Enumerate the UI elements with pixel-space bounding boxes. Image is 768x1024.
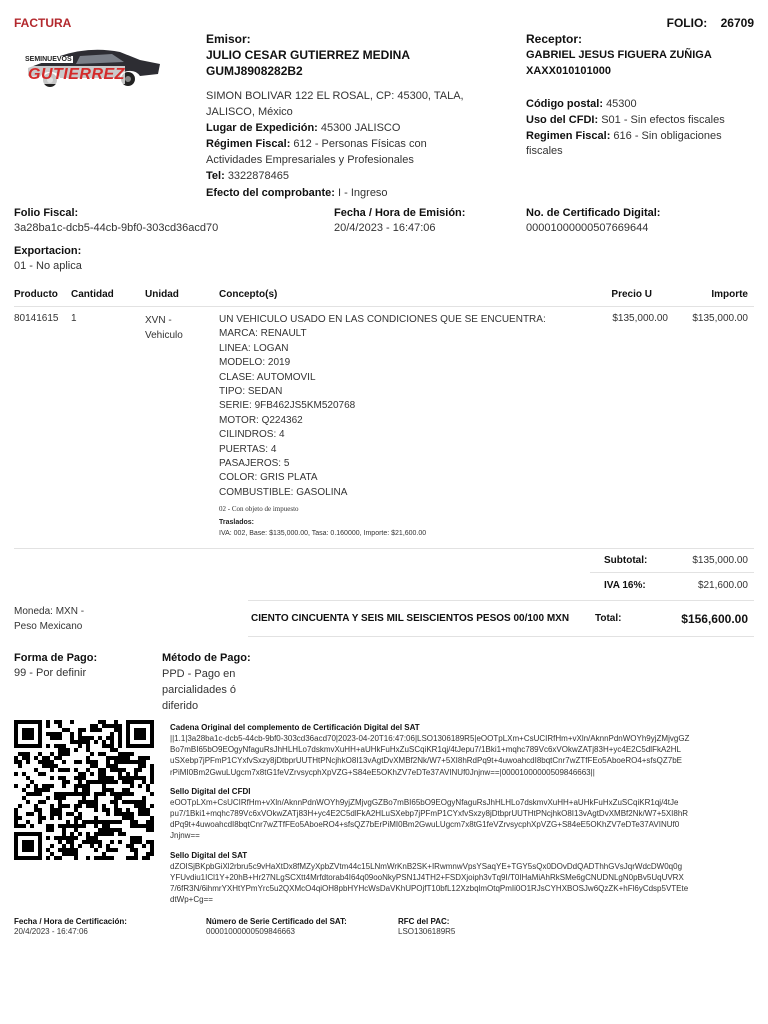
fecha-cert-value: 20/4/2023 - 16:47:06 [14,927,88,936]
sello-cfdi-line: pu7/1Bki1+mqhc789Vc6xVOkwZATj83H+yc4E2C5dlFkA2HLuSXebp7jPFmP1CYxfvSxzy8jDtbprUUTHtPNcjhkO8I13vAgtDvXMBf2Nk/W7+5XI8hR [170,809,689,819]
concepto-line: COLOR: GRIS PLATA [219,472,318,484]
folio-label: FOLIO: [666,16,708,30]
receptor-rfc: XAXX010101000 [526,65,612,77]
sello-sat-label: Sello Digital del SAT [170,850,248,860]
forma-pago [14,651,97,681]
receptor-cp [526,96,756,112]
sello-sat-line: dtWp+Cg== [170,895,213,905]
emisor-regimen-label: Régimen Fiscal: [206,138,291,150]
fecha-emision [334,206,465,236]
exportacion-label: Exportacion: [14,245,82,257]
emisor-section [206,32,506,202]
iva-value: $21,600.00 [697,580,748,591]
emisor-regimen-value-1: 612 - Personas Físicas con [293,138,427,150]
concepto-line: TIPO: SEDAN [219,386,283,398]
sat-seals [170,722,754,905]
header-concepto: Concepto(s) [219,289,278,300]
row-precio: $135,000.00 [612,313,668,324]
receptor-regimen-value-1: 616 - Sin obligaciones [613,130,722,142]
traslados-value: IVA: 002, Base: $135,000.00, Tasa: 0.160000, Importe: $21,600.00 [219,530,427,538]
concepto-line: MOTOR: Q224362 [219,414,303,426]
tel-label: Tel: [206,170,225,182]
header-unidad: Unidad [145,289,179,300]
receptor-regimen [526,128,756,144]
sello-sat-line: YFUvdiu1ICl1Y+20hB+Hr27NLgSCXtt4Mrfdtorab4I64q09ooNkyPSN1J4TH2+FSDXjoiph3vTq9I/T0IHaMiAhRkSMe6gCNUDNLgN0pBv5UqUVRX [170,872,684,882]
cadena-label: Cadena Original del complemento de Certificación Digital del SAT [170,723,420,732]
cp-value: 45300 [606,98,637,110]
receptor-regimen-value-2: fiscales [526,145,563,157]
lugar-label: Lugar de Expedición: [206,122,318,134]
table-header-divider [14,306,754,307]
fecha-emision-value: 20/4/2023 - 16:47:06 [334,222,436,234]
row-producto: 80141615 [14,313,59,324]
emisor-efecto [206,184,506,202]
receptor-uso [526,112,756,128]
folio-fiscal [14,206,218,236]
qr-finder-pattern [22,728,34,740]
metodo-pago-value-3: diferido [162,700,199,712]
exportacion-value: 01 - No aplica [14,260,82,272]
metodo-pago-label: Método de Pago: [162,652,251,664]
cadena-line: uSXebp7jPFmP1CYxfvSxzy8jDtbprUUTHtPNcjhkO8I13vAgtDvXMBf2Nk/W7+5XI8hRdPq9t+4uwoahcdI8bqtCnr7wZTfFEo5AboeRO4+sfsQZ7bE [170,756,682,766]
objeto-impuesto: 02 - Con objeto de impuesto [219,505,299,514]
folio-fiscal-label: Folio Fiscal: [14,207,79,219]
sello-sat-line: 7/6fR3N/6ihmrYXHtYPmYrc5u2QXMcO4qiOH8pbHYHcWsDaVKhUPOjfT10bfL12XzbqlmOtqPmIi0O1RJsCYHXBOSJw6QzZK+hFl6yCdsp5VTEte [170,884,689,894]
rfc-pac [398,917,455,937]
uso-label: Uso del CFDI: [526,114,599,126]
row-importe: $135,000.00 [692,313,748,324]
concepto-line: CILINDROS: 4 [219,429,285,441]
cadena-line: Bo7mBI65bO9EOgyNfaguRsJhHLHLo7dskmvXuHH+aUHkFuHxZuSCqiKR1qj/4tJepu7/1Bki1+mqhc789Vc6xVOkwZATj83H+yc4E2C5dlFkA2HL [170,745,681,755]
receptor-section [526,32,756,158]
qr-code-icon [14,720,154,860]
fecha-emision-label: Fecha / Hora de Emisión: [334,207,466,219]
traslados-label: Traslados: [219,519,255,527]
row-cantidad: 1 [71,313,77,324]
header-importe: Importe [711,289,748,300]
sello-cfdi-line: Jnjnw== [170,831,200,841]
concepto-line: COMBUSTIBLE: GASOLINA [219,486,348,498]
concepto-line: MARCA: RENAULT [219,328,307,340]
row-concepto [219,313,599,537]
total-value: $156,600.00 [681,612,748,626]
row-unidad-1: XVN - [145,315,172,326]
fecha-certificacion [14,917,127,937]
folio-value: 26709 [720,16,754,30]
folio [667,16,754,30]
cadena-line: rPiMI0Bm2GwuLUgcm7x8tG1feVZrvsycphXpVZG+S84eE5OKhZV7eDTe37AVINUf0Jnjnw==|00001000000509846663|| [170,767,595,777]
emisor-name: JULIO CESAR GUTIERREZ MEDINA [206,48,411,62]
total-letra: CIENTO CINCUENTA Y SEIS MIL SEISCIENTOS PESOS 00/100 MXN [251,613,570,624]
forma-pago-label: Forma de Pago: [14,652,98,664]
sello-cfdi-label: Sello Digital del CFDI [170,786,251,796]
folio-fiscal-value: 3a28ba1c-dcb5-44cb-9bf0-303cd36acd70 [14,222,219,234]
concepto-line: PASAJEROS: 5 [219,458,290,470]
certificado [526,206,660,236]
emisor-address-2: JALISCO, México [206,106,293,118]
metodo-pago-value-1: PPD - Pago en [162,668,236,680]
concepto-line: UN VEHICULO USADO EN LAS CONDICIONES QUE SE ENCUENTRA: [219,314,546,325]
sello-sat-line: dZOISjBKpbGiXl2rbru5c9vHaXtDx8fMZyXpbZVtm44c15LNmWrKnB2SK+IRwmnwVpsYSaqYE+TGY5sQx0DOvDdQADThhGVsJqrWdcDW0q0g [170,861,683,871]
total-divider-top [248,600,754,601]
moneda-line-1: Moneda: MXN - [14,606,85,617]
concepto-line: MODELO: 2019 [219,357,291,369]
efecto-value: I - Ingreso [338,187,388,199]
header-precio: Precio U [611,289,652,300]
metodo-pago [162,651,251,714]
concepto-line: CLASE: AUTOMOVIL [219,371,316,383]
fecha-cert-label: Fecha / Hora de Certificación: [14,917,127,926]
tel-value: 3322878465 [227,170,289,182]
table-row-divider [14,548,754,549]
lugar-value: 45300 JALISCO [320,122,401,134]
header-producto: Producto [14,289,58,300]
logo-name: GUTIERREZ [28,66,125,83]
total-divider-bottom [248,636,754,637]
document-type: FACTURA [14,16,72,30]
logo-tagline: SEMINUEVOS [25,56,72,63]
total-label: Total: [595,613,622,624]
iva-label: IVA 16%: [604,580,646,591]
emisor-tel [206,168,506,184]
row-unidad [145,313,183,343]
row-unidad-2: Vehiculo [145,330,183,341]
moneda [14,604,84,634]
moneda-line-2: Peso Mexicano [14,621,83,632]
qr-finder-pattern [134,728,146,740]
subtotal-value: $135,000.00 [692,555,748,566]
subtotal-label: Subtotal: [604,555,648,566]
sello-cfdi-line: eOOTpLXm+CsUCIRfHm+vXln/AknnPdnWOYh9yjZMjvgGZBo7mBI65bO9EOgyNfaguRsJhHLHLo7dskmvXuHH+aUHkFuHxZuSCqiKR1qj/4tJe [170,797,679,807]
rfc-pac-value: LSO1306189R5 [398,927,456,936]
forma-pago-value: 99 - Por definir [14,667,87,679]
receptor-regimen-label: Regimen Fiscal: [526,130,611,142]
serie-value: 00001000000509846663 [206,927,295,936]
company-logo [20,44,162,94]
uso-value: S01 - Sin efectos fiscales [601,114,725,126]
efecto-label: Efecto del comprobante: [206,187,335,199]
emisor-lugar [206,120,506,136]
cadena-line: ||1.1|3a28ba1c-dcb5-44cb-9bf0-303cd36acd70|2023-04-20T16:47:06|LSO1306189R5|eOOTpLXm+CsUCIRfHm+vXln/AknnPdnWOYh9yjZMjvgGZ [170,734,690,743]
concepto-line: PUERTAS: 4 [219,443,277,455]
emisor-title: Emisor: [206,32,251,46]
sello-cfdi-line: dPq9t+4uwoahcdI8bqtCnr7wZTfFEo5AboeRO4+sfsQZ7bErPiMI0Bm2GwuLUgcm7x8tG1feVZrvsycphXpVZG+S84eE5OKhZV7eDTe37AVINUf0 [170,820,680,830]
emisor-regimen-value-2: Actividades Empresariales y Profesionales [206,154,414,166]
concepto-line: LINEA: LOGAN [219,342,289,354]
receptor-title: Receptor: [526,32,583,46]
metodo-pago-value-2: parcialidades ó [162,684,236,696]
certificado-label: No. de Certificado Digital: [526,207,661,219]
certificado-value: 00001000000507669644 [526,222,649,234]
qr-finder-pattern [22,840,34,852]
emisor-regimen [206,136,506,152]
emisor-rfc: GUMJ8908282B2 [206,64,303,78]
serie-label: Número de Serie Certificado del SAT: [206,917,347,926]
emisor-address-1: SIMON BOLIVAR 122 EL ROSAL, CP: 45300, TALA, [206,90,464,102]
receptor-name: GABRIEL JESUS FIGUERA ZUÑIGA [526,49,712,61]
exportacion [14,244,82,274]
concepto-line: SERIE: 9FB462JS5KM520768 [219,400,356,412]
subtotal-divider [590,572,754,573]
qr-code [14,720,154,860]
rfc-pac-label: RFC del PAC: [398,917,450,926]
header-cantidad: Cantidad [71,289,114,300]
cp-label: Código postal: [526,98,603,110]
serie-certificado-sat [206,917,347,937]
